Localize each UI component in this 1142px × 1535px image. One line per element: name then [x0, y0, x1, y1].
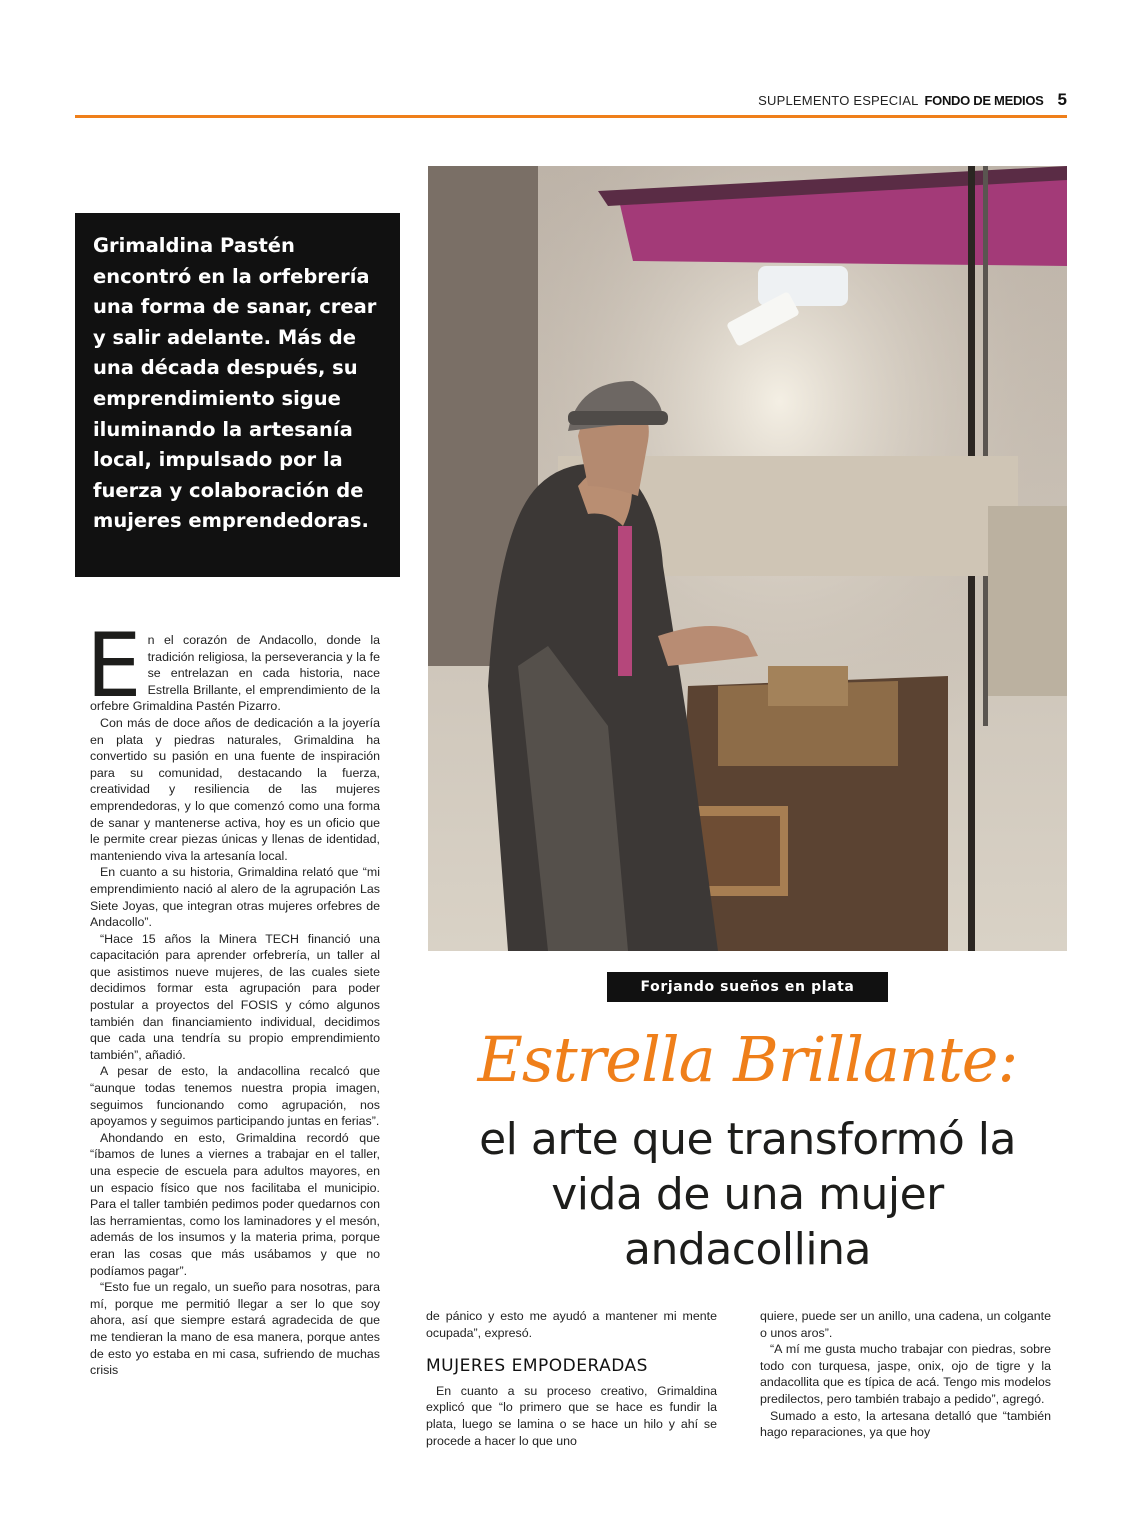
kicker-label: Forjando sueños en plata [607, 972, 888, 1002]
lead-box [75, 213, 400, 577]
page-number: 5 [1057, 90, 1067, 109]
body-paragraph: Sumado a esto, la artesana detalló que “también hago reparaciones, ya que hoy [760, 1408, 1051, 1440]
body-paragraph: En cuanto a su historia, Grimaldina relató que “mi emprendimiento nació al alero de la agrupación Las Siete Joyas, que integran otras mujeres orfebres de Andacollo”. [90, 865, 380, 930]
headline-script: Estrella Brillante: [477, 1023, 1018, 1096]
body-paragraph: En cuanto a su proceso creativo, Grimaldina explicó que “lo primero que se hace es fundir la plata, luego se lamina o se hace un hilo y ahí se procede a hacer lo que uno [426, 1383, 717, 1448]
artisan-photo [428, 166, 1067, 951]
headline-main: el arte que transformó la vida de una mujer andacollina [479, 1114, 1016, 1275]
body-paragraph: “A mí me gusta mucho trabajar con piedras, sobre todo con turquesa, jaspe, onix, ojo de tigre y la andacollita que es típica de acá. Tengo mis modelos predilectos, pero también trabajo a pedido”, agregó. [760, 1342, 1051, 1406]
body-paragraph: “Hace 15 años la Minera TECH financió una capacitación para aprender orfebrería, un taller al que asistimos nueve mujeres, de las cuales siete decidimos formar esta agrupación para poder postular a proyectos del FOSIS y cómo algunos también dan financiamiento individual, decidimos que cada una tendría su propio emprendimiento también”, añadió. [90, 931, 380, 1062]
body-paragraph: de pánico y esto me ayudó a mantener mi mente ocupada”, expresó. [426, 1309, 717, 1340]
section-subhead: MUJERES EMPODERADAS [426, 1356, 648, 1377]
body-column-2 [426, 1308, 717, 1449]
body-column-1 [86, 614, 380, 1379]
header-rule [75, 115, 1067, 118]
brand-logo: FONDO DE MEDIOS [924, 93, 1044, 108]
drop-cap: E [86, 614, 142, 717]
page-header [75, 90, 1067, 118]
body-column-3 [760, 1308, 1051, 1441]
workshop-illustration [428, 166, 1067, 951]
body-paragraph: En el corazón de Andacollo, donde la tradición religiosa, la perseverancia y la fe se entrelazan en cada historia, nace Estrella Brillante, el emprendimiento de la orfebre Grimaldina Pastén Pizarro. [86, 614, 380, 717]
supplement-label: SUPLEMENTO ESPECIAL [758, 93, 919, 108]
body-paragraph: “Esto fue un regalo, un sueño para nosotras, para mí, porque me permitió llegar a ser lo que soy ahora, así que siempre estará agradecida de que me tendieran la mano de esa manera, porque antes de esto yo estaba en mi casa, sufriendo de muchas crisis [90, 1280, 380, 1378]
lead-text: Grimaldina Pastén encontró en la orfebrería una forma de sanar, crear y salir adelante. Más de una década después, su emprendimiento sigue iluminando la artesanía local, impulsado por la fuerza y colaboración de mujeres emprendedoras. [93, 234, 377, 533]
body-paragraph: Ahondando en esto, Grimaldina recordó que “íbamos de lunes a viernes a trabajar en el taller, una especie de escuela para adultos mayores, en un espacio físico que nos facilitaba el municipio. Para el taller también pedimos poder quedarnos con las herramientas, como los laminadores y el mesón, además de los insumos y la materia prima, porque eran las cosas que más usábamos y que no podíamos pagar”. [90, 1130, 380, 1278]
body-paragraph: A pesar de esto, la andacollina recalcó que “aunque todas tenemos nuestra propia imagen, seguimos funcionando como agrupación, nos apoyamos y seguimos participando juntas en ferias”. [90, 1064, 380, 1129]
body-paragraph: quiere, puede ser un anillo, una cadena, un colgante o unos aros”. [760, 1309, 1051, 1340]
body-paragraph: Con más de doce años de dedicación a la joyería en plata y piedras naturales, Grimaldina ha convertido su pasión en una fuente de inspiración para su comunidad, destacando la fuerza, creatividad y resiliencia de las mujeres emprendedoras, y lo que comenzó como una forma de sanar y mantenerse activa, hoy es un oficio que le permite crear piezas únicas y llenas de identidad, manteniendo viva la artesanía local. [90, 715, 380, 863]
header-text [758, 90, 1067, 110]
